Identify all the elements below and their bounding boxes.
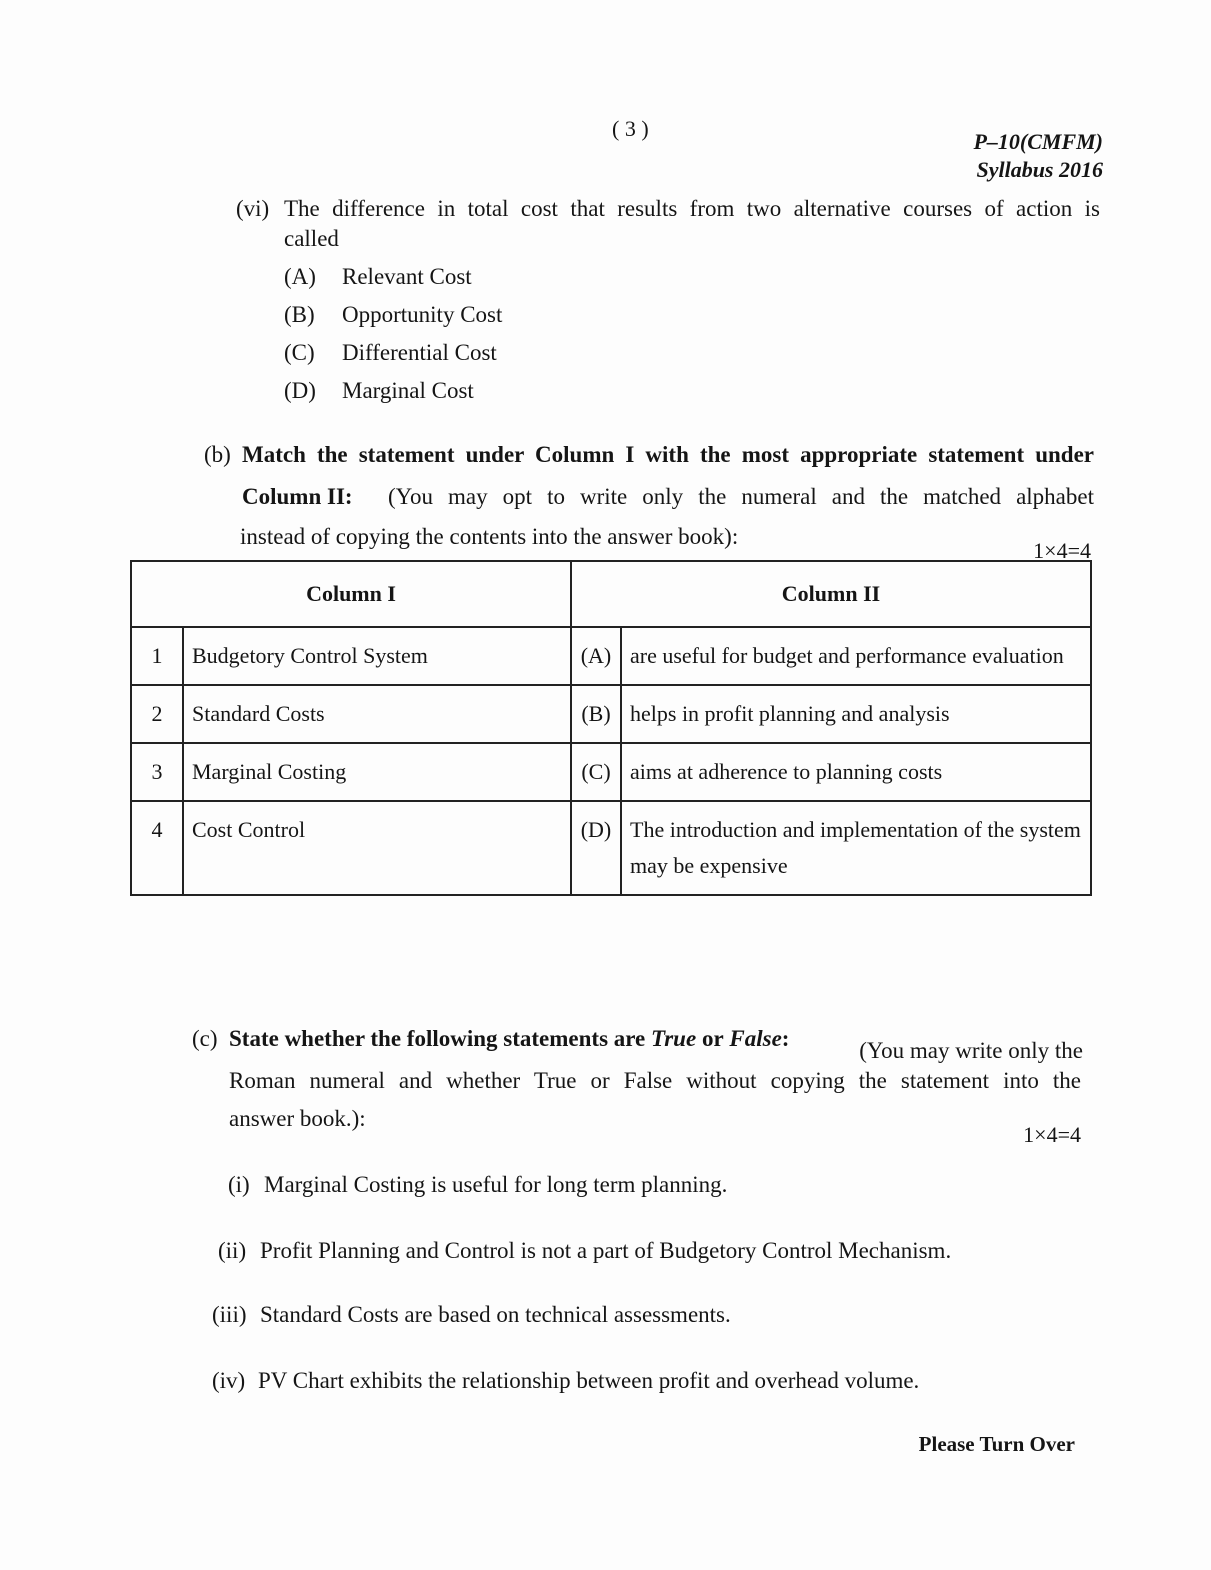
false-word: False [729, 1026, 782, 1051]
option-b [284, 302, 502, 328]
table-header-row [131, 561, 1091, 627]
statement-iii-num: (iii) [212, 1302, 247, 1327]
section-b-marks: 1×4=4 [1033, 538, 1091, 563]
column-i-item: Marginal Costing [183, 743, 571, 801]
match-table [130, 560, 1092, 896]
section-c-text-line1: (You may write only the [859, 1038, 1083, 1063]
syllabus-year: Syllabus 2016 [976, 157, 1103, 182]
true-word: True [651, 1026, 697, 1051]
row-number: 2 [131, 685, 183, 743]
statement-iv [212, 1368, 919, 1394]
section-c-heading-bold: State whether the following statements are [229, 1026, 646, 1051]
row-letter: (A) [571, 627, 621, 685]
question-vi-text-line1: The difference in total cost that results from two alternative courses of action is [284, 196, 1100, 221]
table-row [131, 743, 1091, 801]
statement-iv-text: PV Chart exhibits the relationship between profit and overhead volume. [258, 1368, 920, 1393]
table-row [131, 627, 1091, 685]
option-a-label: (A) [284, 264, 316, 289]
section-b-heading-line1: Match the statement under Column I with the most appropriate statement under [242, 442, 1094, 467]
or-word: or [701, 1026, 724, 1051]
option-a-text: Relevant Cost [342, 264, 472, 289]
statement-ii [218, 1238, 951, 1264]
option-b-text: Opportunity Cost [342, 302, 503, 327]
statement-ii-num: (ii) [218, 1238, 247, 1263]
table-row [131, 685, 1091, 743]
option-b-label: (B) [284, 302, 315, 327]
section-c-marks: 1×4=4 [1023, 1122, 1081, 1147]
column-ii-item: helps in profit planning and analysis [621, 685, 1091, 743]
option-c [284, 340, 497, 366]
row-number: 4 [131, 801, 183, 895]
row-letter: (C) [571, 743, 621, 801]
row-number: 1 [131, 627, 183, 685]
statement-iii [212, 1302, 731, 1328]
column-ii-item: The introduction and implementation of the system may be expensive [621, 801, 1091, 895]
option-d-label: (D) [284, 378, 316, 403]
column-i-item: Cost Control [183, 801, 571, 895]
column-ii-item: aims at adherence to planning costs [621, 743, 1091, 801]
question-vi-number: (vi) [236, 196, 270, 221]
table-row [131, 801, 1091, 895]
section-b-label: (b) [204, 442, 231, 467]
column-ii-item: are useful for budget and performance evaluation [621, 627, 1091, 685]
column-i-item: Budgetory Control System [183, 627, 571, 685]
statement-i [228, 1172, 727, 1198]
section-b-heading-bold-line2 [242, 482, 353, 512]
statement-i-text: Marginal Costing is useful for long term planning. [264, 1172, 728, 1197]
statement-i-num: (i) [228, 1172, 250, 1197]
option-c-label: (C) [284, 340, 315, 365]
row-letter: (D) [571, 801, 621, 895]
section-c-label: (c) [192, 1026, 218, 1051]
paper-code: P–10(CMFM) [973, 129, 1103, 154]
section-c-heading [229, 1024, 789, 1054]
paper-code-block [973, 128, 1103, 184]
statement-iii-text: Standard Costs are based on technical assessments. [260, 1302, 731, 1327]
column-ii-header: Column II [571, 561, 1091, 627]
section-c-colon: : [781, 1026, 790, 1051]
option-c-text: Differential Cost [342, 340, 497, 365]
page-number: ( 3 ) [612, 116, 649, 141]
section-c-text-line2: Roman numeral and whether True or False without copying the statement into the [229, 1068, 1081, 1093]
statement-ii-text: Profit Planning and Control is not a part of Budgetory Control Mechanism. [260, 1238, 952, 1263]
section-b-text-line3: instead of copying the contents into the answer book): [240, 524, 739, 549]
row-letter: (B) [571, 685, 621, 743]
column-i-item: Standard Costs [183, 685, 571, 743]
section-b-text-line2: (You may opt to write only the numeral and the matched alphabet [388, 484, 1094, 509]
question-vi-text-line2: called [284, 226, 339, 251]
section-c-text-line3: answer book.): [229, 1106, 366, 1131]
row-number: 3 [131, 743, 183, 801]
section-b-column-ii-label: Column II: [242, 484, 353, 509]
please-turn-over: Please Turn Over [918, 1432, 1075, 1456]
statement-iv-num: (iv) [212, 1368, 246, 1393]
option-d [284, 378, 474, 404]
column-i-header: Column I [131, 561, 571, 627]
option-d-text: Marginal Cost [342, 378, 474, 403]
option-a [284, 264, 472, 290]
